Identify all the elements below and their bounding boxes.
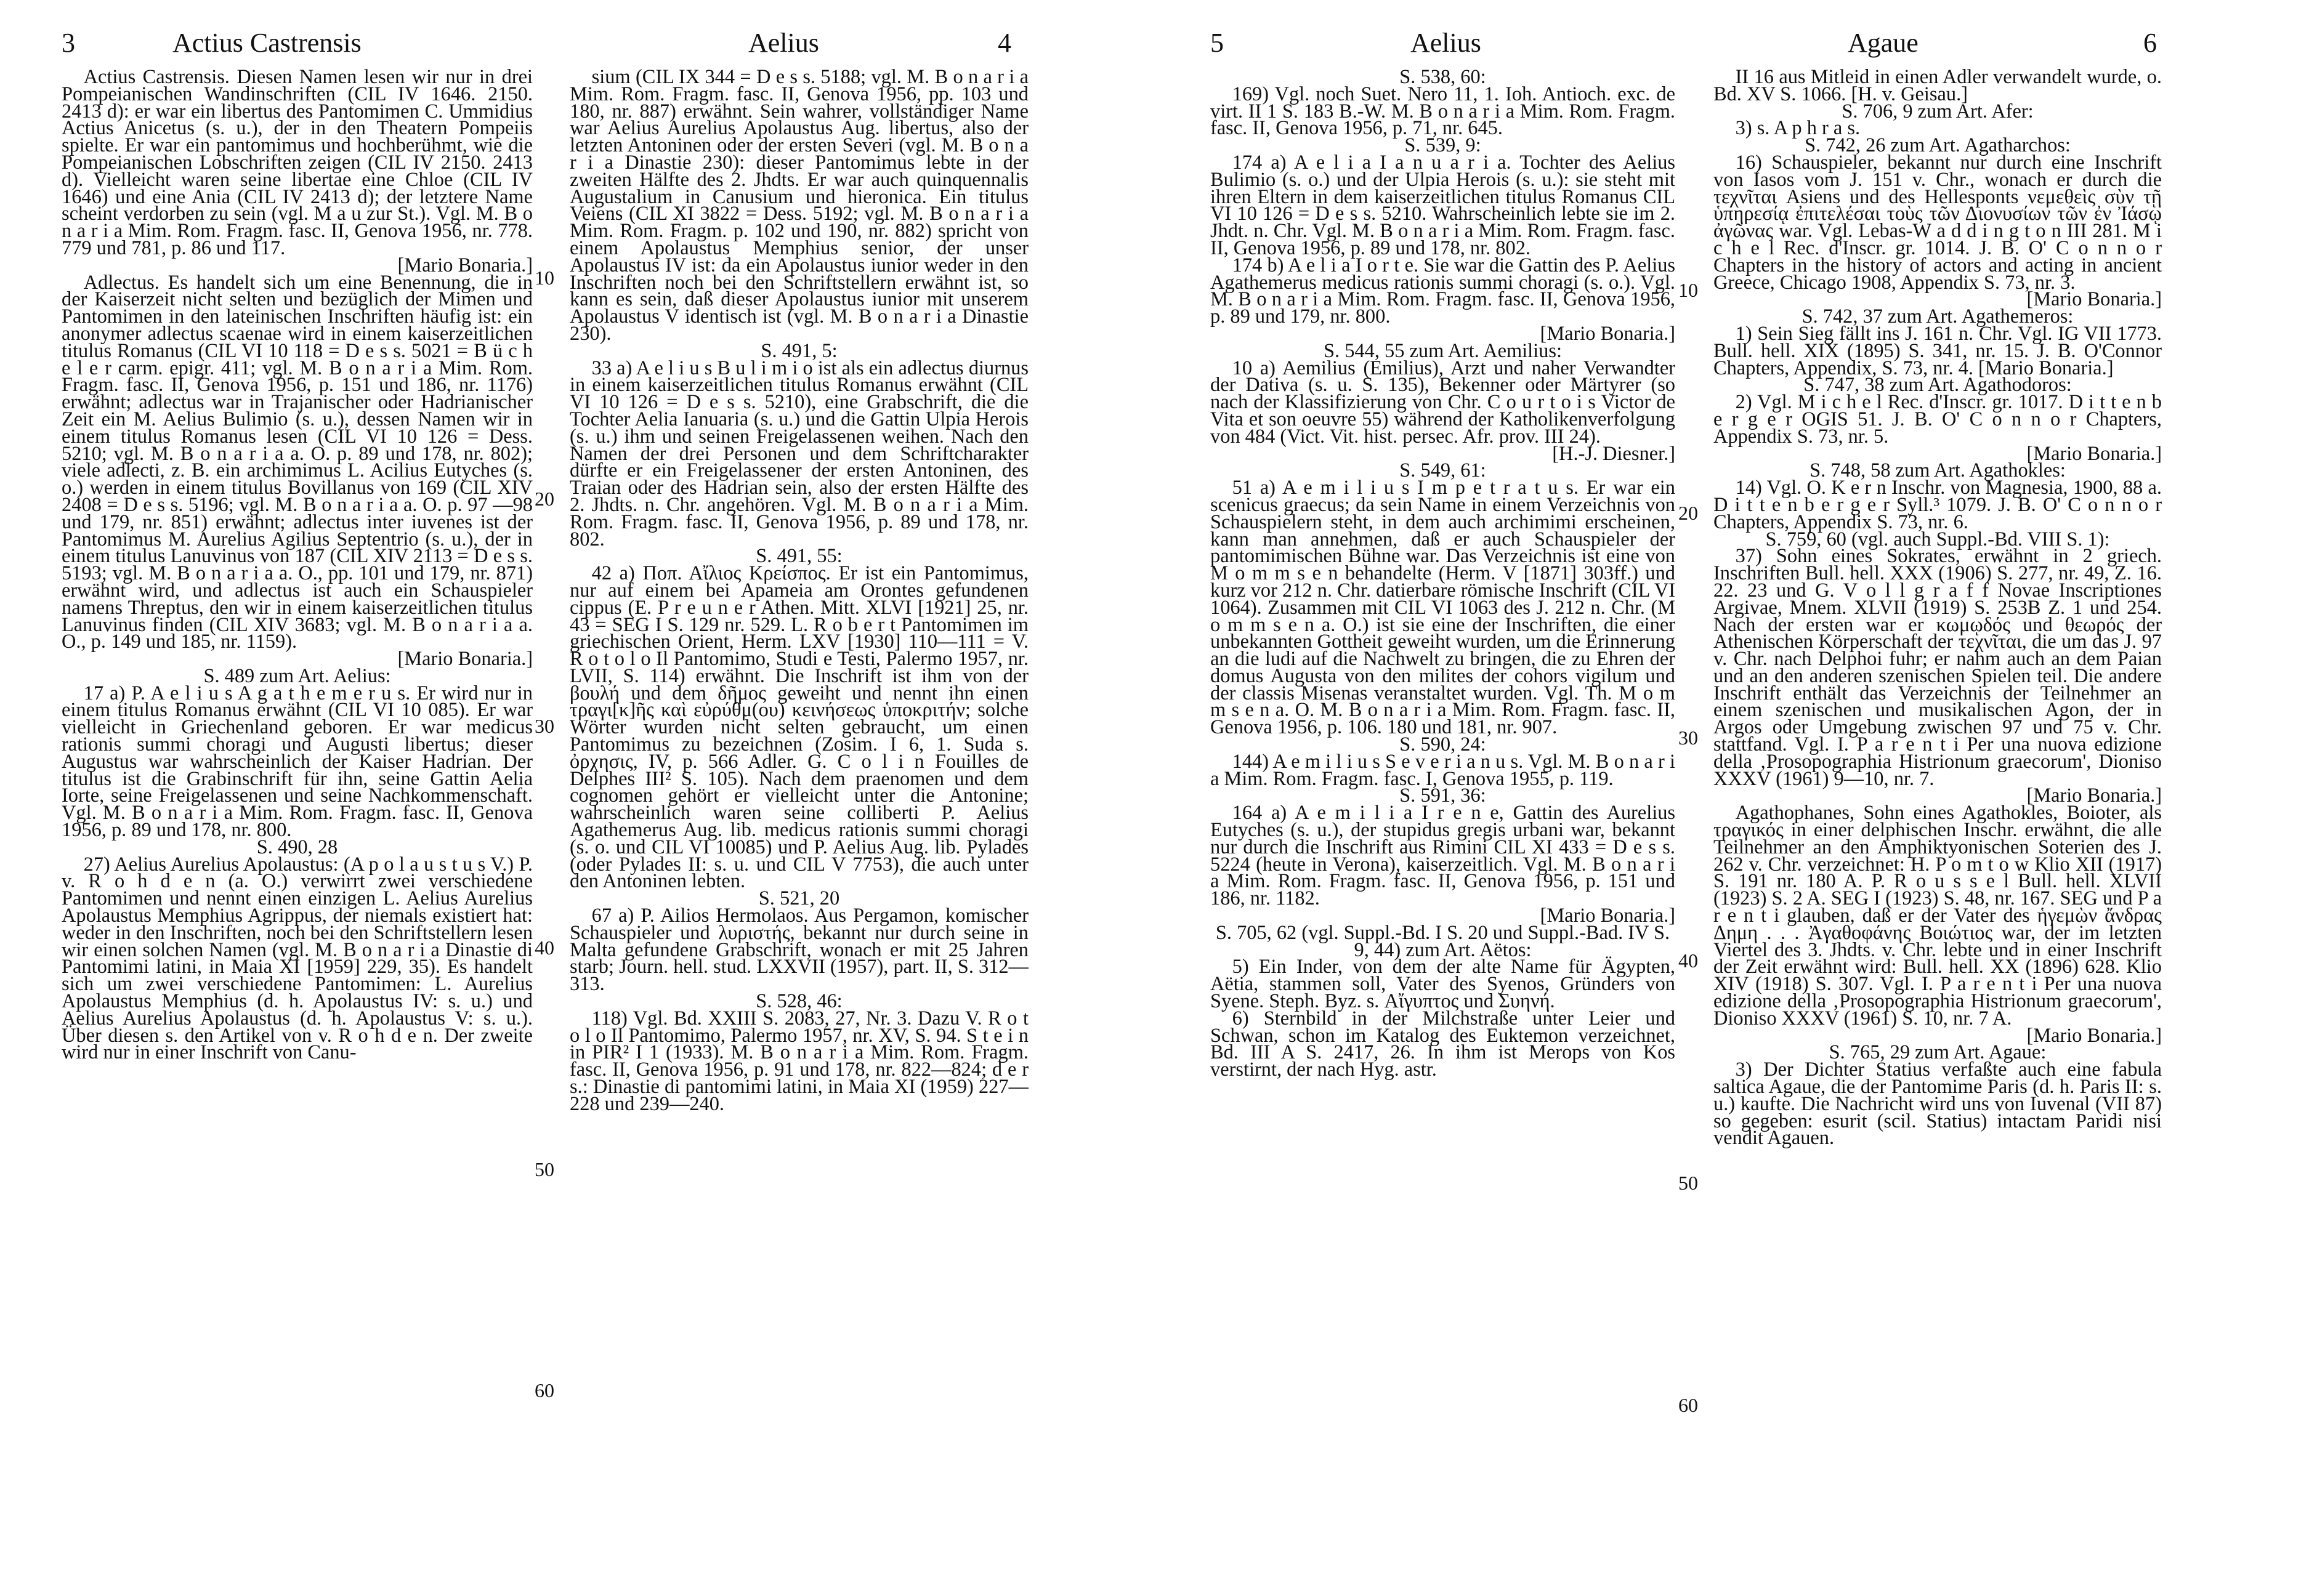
entry-paragraph: 42 a) Ποπ. Αἴλιος Κρείσπος. Er ist ein Pantomimus, nur auf einem bei Apameia am Orontes gefundenen cippus (E. P r e u n e r Athen. Mitt. XLVI [1921] 25, nr. 43 = SEG I S. 129 nr. 529. L. R o b e r t Pantomimen im griechischen Orient, Herm. LXV [1930] 110—111 = V. R o t o l o Il Pantomimo, Studi e Testi, Palermo 1957, nr. LVII, S. 114) erwähnt. Die Inschrift ist ihm von der βουλή und dem δῆμος geweiht und nennt ihn einen τραγι[κ]ῆς καὶ εὐρύθμ(ου) κεινήσεως ὑποκριτήν; solche Wörter wurden nicht selten gebraucht, um einen Pantomimus zu bezeichnen (Zosim. I 6, 1. Suda s. ὀρχησις, IV, p. 566 Adler. G. C o l i n Fouilles de Delphes III² S. 105). Nach dem praenomen und dem cognomen gehört er vielleicht unter die Antonine; wahrscheinlich waren seine colliberti P. Aelius Agathemerus Aug. lib. medicus rationis summi choragi (s. o. und CIL VI 10085) und P. Aelius Aug. lib. Pylades (oder Pylades II: s. u. und CIL V 7753), die auch unter den Antoninen lebten.	[570, 562, 1029, 893]
section-reference: S. 549, 61:	[1399, 459, 1486, 482]
entry-paragraph: 174 b) A e l i a I o r t e. Sie war die Gattin des P. Aelius Agathemerus medicus rationis summi choragi (s. o.). Vgl. M. B o n a r i a Mim. Rom. Fragm. fasc. II, Genova 1956, p. 89 und 179, nr. 800.	[1210, 254, 1675, 328]
entry-paragraph: 2) Vgl. M i c h e l Rec. d'Inscr. gr. 1017. D i t t e n b e r g e r OGIS 51. J. B. O' C o n n o r Chapters, Appendix S. 73, nr. 5.	[1713, 391, 2162, 448]
entry-paragraph: 37) Sohn eines Sokrates, erwähnt in 2 griech. Inschriften Bull. hell. XXX (1906) S. 277, nr. 49, Z. 16. 22. 23 und G. V o l l g r a f f Novae Inscriptiones Argivae, Mnem. XLVII (1919) S. 253B Z. 1 und 254. Nach der ersten war er κωμῳδός und θεωρός der Athenischen Körperschaft der τεχνῖται, die um das J. 97 v. Chr. nach Delphoi fuhr; er nahm auch an dem Paian und an den anderen szenischen Spielen teil. Die andere Inschrift enthält das Verzeichnis der Teilnehmer an einem szenischen und musikalischen Agon, der in Argos oder Umgebung zwischen 97 und 75 v. Chr. stattfand. Vgl. I. P a r e n t i Per una nuova edizione della ‚Prosopographia Histrionum graecorum', Dioniso XXXV (1961) 9—10, nr. 7.	[1713, 545, 2162, 790]
right-line-number: 10	[1678, 279, 1698, 301]
entry-paragraph: Adlectus. Es handelt sich um eine Benennung, die in der Kaiserzeit nicht selten und bezüglich der Mimen und Pantomimen in den lateinischen Inschriften häufig ist: ein anonymer adlectus scaenae wird in einem kaiserzeitlichen titulus Romanus (CIL VI 10 118 = D e s s. 5021 = B ü c h e l e r carm. epigr. 411; vgl. M. B o n a r i a Mim. Rom. Fragm. fasc. II, Genova 1956, p. 151 und 186, nr. 1176) erwähnt; adlectus war in Trajanischer oder Hadrianischer Zeit ein M. Aelius Bulimio (s. u.), dessen Namen wir in einem titulus Romanus lesen (CIL VI 10 126 = Dess. 5210; vgl. M. B o n a r i a a. O. p. 89 und 178, nr. 802); viele adlecti, z. B. ein archimimus L. Acilius Eutyches (s. o.) werden in einem titulus Bovillanus von 169 (CIL XIV 2408 = D e s s. 5196; vgl. M. B o n a r i a a. O. p. 97 —98 und 179, nr. 851) erwähnt; adlectus inter iuvenes ist der Pantomimus M. Aurelius Agilius Septentrio (s. u.), der in einem titulus Lanuvinus von 187 (CIL XIV 2113 = D e s s. 5193; vgl. M. B o n a r i a a. O., pp. 101 und 179, nr. 871) erwähnt wird, und adlectus ist auch ein Schauspieler namens Threptus, den wir in einem kaiserzeitlichen titulus Lanuvinus finden (CIL XIV 3683; vgl. M. B o n a r i a a. O., p. 149 und 185, nr. 1159).	[62, 271, 533, 653]
section-reference: S. 491, 5:	[761, 339, 838, 362]
left-page-running-title-left: Actius Castrensis	[172, 28, 362, 58]
section-reference: S. 538, 60:	[1399, 69, 1486, 88]
entry-paragraph: 14) Vgl. O. K e r n Inschr. von Magnesia, 1900, 88 a. D i t t e n b e r g e r Syll.³ 1079. J. B. O' C o n n o r Chapters, Appendix S. 73, nr. 6.	[1713, 477, 2162, 533]
entry-paragraph: 17 a) P. A e l i u s A g a t h e m e r u s. Er wird nur in einem titulus Romanus erwähnt (CIL VI 10 085). Er war vielleicht in Griechenland geboren. Er war medicus rationis summi choragi und Augusti libertus; dieser Augustus war wahrscheinlich der Kaiser Hadrian. Der titulus ist die Grabinschrift für ihn, seine Gattin Aelia Iorte, seine Freigelassenen und seine Nachkommenschaft. Vgl. M. B o n a r i a Mim. Rom. Fragm. fasc. II, Genova 1956, p. 89 und 178, nr. 800.	[62, 682, 533, 842]
entry-paragraph: II 16 aus Mitleid in einen Adler verwandelt wurde, o. Bd. XV S. 1066. [H. v. Geisau.]	[1713, 69, 2162, 105]
right-page-col-number-5: 5	[1210, 28, 1224, 58]
left-line-number: 50	[535, 1158, 554, 1180]
section-reference: S. 528, 46:	[756, 990, 843, 1013]
author-signature: [H.-J. Diesner.]	[1552, 442, 1675, 465]
column-3	[62, 69, 533, 1581]
section-reference: S. 742, 26 zum Art. Agatharchos:	[1805, 134, 2071, 157]
section-reference: S. 705, 62 (vgl. Suppl.-Bd. I S. 20 und Suppl.-Bad. IV S. 9, 44) zum Art. Aëtos:	[1215, 921, 1670, 961]
right-line-number: 30	[1678, 727, 1698, 749]
right-line-number: 20	[1678, 502, 1698, 524]
left-line-number: 20	[535, 488, 554, 510]
column-4	[570, 69, 1029, 1581]
section-reference: S. 590, 24:	[1399, 733, 1486, 756]
author-signature: [Mario Bonaria.]	[1540, 905, 1675, 927]
left-line-number: 60	[535, 1379, 554, 1401]
entry-paragraph: 3) s. A p h r a s.	[1735, 117, 1861, 140]
author-signature: [Mario Bonaria.]	[2026, 784, 2162, 807]
entry-paragraph: Actius Castrensis. Diesen Namen lesen wir nur in drei Pompeianischen Wandinschriften (CIL IV 1646. 2150. 2413 d): er war ein libertus des Pantomimen C. Ummidius Actius Anicetus (s. u.), der in den Theatern Pompeiis spielte. Er war ein pantomimus und hochberühmt, wie die Pompeianischen Lobschriften zeigen (CIL IV 2150. 2413 d). Vielleicht waren seine libertae eine Chloe (CIL IV 1646) und eine Ania (CIL IV 2413 d); der letztere Name scheint verdorben zu sein (vgl. M a u zur St.). Vgl. M. B o n a r i a Mim. Rom. Fragm. fasc. II, Genova 1956, nr. 778. 779 und 781, p. 86 und 117.	[62, 69, 533, 259]
right-page-running-title-right: Agaue	[1848, 28, 1919, 58]
entry-paragraph: 16) Schauspieler, bekannt nur durch eine Inschrift von Iasos vom J. 151 v. Chr., wonach er durch die τεχνῖται Asiens und des Hellesponts νεμεθεὶς σὺν τῇ ὑπηρεσίᾳ ἐπιτελέσαι τοὺς τῶν Διονυσίων τῶν ἐν Ἰάσῳ ἀγῶνας war. Vgl. Lebas-W a d d i n g t o n III 281. M i c h e l Rec. d'Inscr. gr. 1014. J. B. O' C o n n o r Chapters in the history of actors and acting in ancient Greece, Chicago 1908, Appendix S. 73, nr. 3.	[1713, 151, 2162, 294]
right-line-number: 60	[1678, 1394, 1698, 1416]
entry-paragraph: 10 a) Aemilius (Emilius), Arzt und naher Verwandter der Dativa (s. u. S. 135), Bekenner oder Märtyrer (so nach der Klassifizierung von Chr. C o u r t o i s Victor de Vita et son oeuvre 55) während der Katholikenverfolgung von 484 (Vict. Vit. hist. persec. Afr. prov. III 24).	[1210, 357, 1675, 448]
entry-paragraph: 144) A e m i l i u s S e v e r i a n u s. Vgl. M. B o n a r i a Mim. Rom. Fragm. fasc. I, Genova 1955, p. 119.	[1210, 750, 1675, 790]
section-reference: S. 747, 38 zum Art. Agathodoros:	[1803, 374, 2072, 397]
section-reference: S. 544, 55 zum Art. Aemilius:	[1324, 339, 1562, 362]
section-reference: S. 759, 60 (vgl. auch Suppl.-Bd. VIII S. 1):	[1765, 528, 2110, 550]
entry-paragraph: 169) Vgl. noch Suet. Nero 11, 1. Ioh. Antioch. exc. de virt. II 1 S. 183 B.-W. M. B o n a r i a Mim. Rom. Fragm. fasc. II, Genova 1956, p. 71, nr. 645.	[1210, 83, 1675, 140]
entry-paragraph: 174 a) A e l i a I a n u a r i a. Tochter des Aelius Bulimio (s. o.) und der Ulpia Herois (s. u.): sie steht mit ihren Eltern in dem kaiserzeitlichen titulus Romanus CIL VI 10 126 = D e s s. 5210. Wahrscheinlich lebte sie im 2. Jhdt. n. Chr. Vgl. M. B o n a r i a Mim. Rom. Fragm. fasc. II, Genova 1956, p. 89 und 178, nr. 802.	[1210, 151, 1675, 259]
section-reference: S. 748, 58 zum Art. Agathokles:	[1810, 459, 2066, 482]
entry-paragraph: 118) Vgl. Bd. XXIII S. 2083, 27, Nr. 3. Dazu V. R o t o l o Il Pantomimo, Palermo 1957, nr. XV, S. 94. S t e i n in PIR² I 1 (1933). M. B o n a r i a Mim. Rom. Fragm. fasc. II, Genova 1956, p. 91 und 178, nr. 822—824; d e r s.: Dinastie di pantomimi latini, in Maia XI (1959) 227—228 und 239—240.	[570, 1007, 1029, 1115]
author-signature: [Mario Bonaria.]	[2026, 442, 2162, 465]
section-reference: S. 491, 55:	[756, 545, 843, 568]
section-reference: S. 765, 29 zum Art. Agaue:	[1829, 1041, 2047, 1064]
left-line-number: 40	[535, 937, 554, 959]
section-reference: S. 591, 36:	[1399, 784, 1486, 807]
right-line-number: 50	[1678, 1172, 1698, 1194]
left-line-number: 30	[535, 715, 554, 737]
section-reference: S. 706, 9 zum Art. Afer:	[1842, 100, 2034, 123]
author-signature: [Mario Bonaria.]	[1540, 322, 1675, 345]
author-signature: [Mario Bonaria.]	[397, 648, 533, 671]
right-page-col-number-6: 6	[2143, 28, 2157, 58]
entry-paragraph: sium (CIL IX 344 = D e s s. 5188; vgl. M. B o n a r i a Mim. Rom. Fragm. fasc. II, Genova 1956, pp. 103 und 180, nr. 887) erwähnt. Sein wahrer, vollständiger Name war Aelius Aurelius Apolaustus Aug. libertus, also der letzten Antoninen oder der ersten Severi (vgl. M. B o n a r i a Dinastie 230): dieser Pantomimus lebte in der zweiten Hälfte des 2. Jhdts. Er war auch quinquennalis Augustalium in Canusium und hieronica. Ein titulus Veiens (CIL XI 3822 = Dess. 5192; vgl. M. B o n a r i a Mim. Rom. Fragm. p. 102 und 190, nr. 882) spricht von einem Apolaustus Memphius senior, der unser Apolaustus IV ist: da ein Apolaustus iunior weder in den Inschriften noch bei den Schriftstellern erwähnt ist, so kann es sein, daß dieser Apolaustus iunior mit unserem Apolaustus V identisch ist (vgl. M. B o n a r i a Dinastie 230).	[570, 69, 1029, 345]
entry-paragraph: 33 a) A e l i u s B u l i m i o ist als ein adlectus diurnus in einem kaiserzeitlichen titulus Romanus erwähnt (CIL VI 10 126 = D e s s. 5210), eine Grabschrift, die die Tochter Aelia Ianuaria (s. u.) und die Gattin Ulpia Herois (s. u.) ihm und seinen Freigelassenen weihen. Nach den Namen der drei Personen und dem Schriftcharakter dürfte er ein Freigelassener der ersten Antoninen, des Traian oder des Hadrian sein, also der ersten Hälfte des 2. Jhdts. n. Chr. angehören. Vgl. M. B o n a r i a Mim. Rom. Fragm. fasc. II, Genova 1956, p. 89 und 178, nr. 802.	[570, 357, 1029, 550]
author-signature: [Mario Bonaria.]	[2026, 288, 2162, 311]
entry-paragraph: 164 a) A e m i l i a I r e n e, Gattin des Aurelius Eutyches (s. u.), der stupidus gregis urbani war, bekannt nur durch die Inschrift aus Rimini CIL XI 433 = D e s s. 5224 (heute in Verona), kaiserzeitlich. Vgl. M. B o n a r i a Mim. Rom. Fragm. fasc. II, Genova 1956, p. 151 und 186, nr. 1182.	[1210, 802, 1675, 910]
author-signature: [Mario Bonaria.]	[397, 254, 533, 276]
entry-paragraph: 27) Aelius Aurelius Apolaustus: (A p o l a u s t u s V.) P. v. R o h d e n (a. O.) verwirrt zwei verschiedene Pantomimen und nennt einen einzigen L. Aelius Aurelius Apolaustus Memphius Agrippus, der niemals existiert hat: weder in den Inschriften, noch bei den Schriftstellern lesen wir einen solchen Namen (vgl. M. B o n a r i a Dinastie di Pantomimi latini, in Maia XI [1959] 229, 35). Es handelt sich um zwei verschiedene Pantomimen: L. Aurelius Apolaustus Memphius (d. h. Apolaustus IV: s. u.) und Aelius Aurelius Apolaustus (d. h. Apolaustus V: s. u.). Über diesen s. den Artikel von v. R o h d e n. Der zweite wird nur in einer Inschrift von Canu-	[62, 853, 533, 1064]
section-reference: S. 489 zum Art. Aelius:	[203, 664, 391, 687]
left-page-running-title-center: Aelius	[748, 28, 819, 58]
right-page-running-title-left: Aelius	[1410, 28, 1481, 58]
left-page-col-number-4: 4	[998, 28, 1011, 58]
author-signature: [Mario Bonaria.]	[2026, 1024, 2162, 1047]
column-6	[1713, 69, 2162, 1581]
left-page-col-number-3: 3	[62, 28, 75, 58]
entry-paragraph: 1) Sein Sieg fällt ins J. 161 n. Chr. Vgl. IG VII 1773. Bull. hell. XIX (1895) S. 341, nr. 15. J. B. O'Connor Chapters, Appendix, S. 73, nr. 4. [Mario Bonaria.]	[1713, 322, 2162, 379]
section-reference: S. 521, 20	[758, 887, 840, 910]
entry-paragraph: 3) Der Dichter Statius verfaßte auch eine fabula saltica Agaue, die der Pantomime Paris (d. h. Paris II: s. u.) kaufte. Die Nachricht wird uns von Iuvenal (VII 87) so gegeben: esurit (scil. Statius) intactam Paridi nisi vendit Agauen.	[1713, 1058, 2162, 1150]
section-reference: S. 539, 9:	[1404, 134, 1481, 157]
entry-paragraph: 67 a) P. Ailios Hermolaos. Aus Pergamon, komischer Schauspieler und λυριστής, bekannt nur durch seine in Malta gefundene Grabschrift, wonach er mit 25 Jahren starb; Journ. hell. stud. LXXVII (1957), part. II, S. 312—313.	[570, 905, 1029, 996]
left-line-number: 10	[535, 267, 554, 289]
entry-paragraph: 5) Ein Inder, von dem der alte Name für Ägypten, Aëtia, stammen soll, Vater des Syenos, Gründers von Syene. Steph. Byz. s. Αἴγυπτος und Συηνή.	[1210, 956, 1675, 1013]
section-reference: S. 742, 37 zum Art. Agathemeros:	[1801, 305, 2074, 328]
right-line-number: 40	[1678, 949, 1698, 972]
section-reference: S. 490, 28	[256, 836, 338, 858]
column-5	[1210, 69, 1675, 1581]
entry-paragraph: Agathophanes, Sohn eines Agathokles, Boioter, als τραγικός in einer delphischen Inschr. erwähnt, die alle Teilnehmer an den Amphiktyonischen Soterien des J. 262 v. Chr. verzeichnet: H. P o m t o w Klio XII (1917) S. 191 nr. 180 A. P. R o u s s e l Bull. hell. XLVII (1923) S. 2 A. SEG I (1923) S. 48, nr. 167. SEG und P a r e n t i glauben, daß er der Vater des ἡγεμὼν ἄνδρας Δημη . . . Ἀγαθοφάνης Βοιώτιος war, der im letzten Viertel des 3. Jhdts. v. Chr. lebte und in einer Inschrift der Zeit erwähnt wird: Bull. hell. XX (1896) 628. Klio XIV (1918) S. 307. Vgl. I. P a r e n t i Per una nuova edizione della ‚Prosopographia Histrionum graecorum', Dioniso XXXV (1961) S. 10, nr. 7 A.	[1713, 802, 2162, 1030]
entry-paragraph: 6) Sternbild in der Milchstraße unter Leier und Schwan, schon im Katalog des Euktemon verzeichnet, Bd. III A S. 2417, 26. In ihm ist Merops von Kos verstirnt, der nach Hyg. astr.	[1210, 1007, 1675, 1081]
entry-paragraph: 51 a) A e m i l i u s I m p e t r a t u s. Er war ein scenicus graecus; da sein Name in einem Verzeichnis von Schauspielern steht, in dem auch archimimi erscheinen, kann man annehmen, daß er auch Schauspieler der pantomimischen Bühne war. Das Verzeichnis ist eine von M o m m s e n behandelte (Herm. V [1871] 303ff.) und kurz vor 212 n. Chr. datierbare römische Inschrift (CIL VI 1064). Zusammen mit CIL VI 1063 des J. 212 n. Chr. (M o m m s e n a. O.) ist sie eine der Inschriften, die einer unbekannten Gottheit geweiht wurden, um die Erinnerung an die ludi auf die Nachwelt zu bringen, die zu Ehren der domus Augusta von den milites der cohors vigilum und der classis Misenas veranstaltet wurden. Vgl. Th. M o m m s e n a. O. M. B o n a r i a Mim. Rom. Fragm. fasc. II, Genova 1956, p. 106. 180 und 181, nr. 907.	[1210, 477, 1675, 739]
